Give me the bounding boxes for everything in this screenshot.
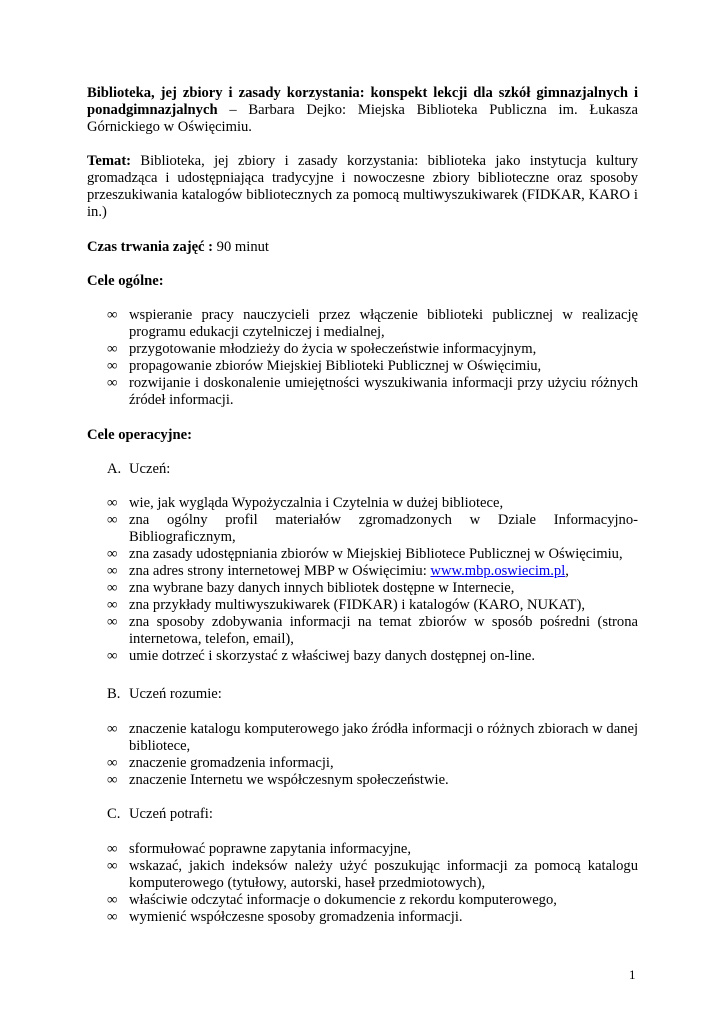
infinity-bullet-icon: ∞ [107, 892, 118, 908]
list-item: ∞ propagowanie zbiorów Miejskiej Biblioteki Publicznej w Oświęcimiu, [107, 358, 542, 374]
infinity-bullet-icon: ∞ [107, 512, 118, 528]
infinity-bullet-icon: ∞ [107, 648, 118, 664]
list-item-website: ∞ zna adres strony internetowej MBP w Oświęcimiu: www.mbp.oswiecim.pl, [107, 563, 569, 579]
infinity-bullet-icon: ∞ [107, 841, 118, 857]
infinity-bullet-icon: ∞ [107, 546, 118, 562]
list-item: ∞ wymienić współczesne sposoby gromadzenia informacji. [107, 909, 463, 925]
page-number: 1 [629, 967, 636, 982]
cele-ogolne-list [107, 307, 638, 409]
cele-operacyjne-heading: Cele operacyjne: [87, 427, 192, 443]
temat-label: Temat: [87, 153, 132, 169]
duration-line [87, 239, 638, 256]
infinity-bullet-icon: ∞ [107, 358, 118, 374]
infinity-bullet-icon: ∞ [107, 375, 118, 391]
list-item: ∞ zna sposoby zdobywania informacji na temat zbiorów w sposób pośredni (strona internetowa, telefon, email), [107, 614, 638, 647]
section-c-title: Uczeń potrafi: [129, 806, 213, 822]
temat-paragraph [87, 153, 638, 221]
infinity-bullet-icon: ∞ [107, 307, 118, 323]
list-item: ∞ znaczenie gromadzenia informacji, [107, 755, 334, 771]
section-c-list [107, 841, 638, 926]
infinity-bullet-icon: ∞ [107, 909, 118, 925]
document-title [87, 85, 638, 136]
list-item: ∞ zna ogólny profil materiałów zgromadzonych w Dziale Informacyjno-Bibliograficznym, [107, 512, 638, 545]
list-item: ∞ zna przykłady multiwyszukiwarek (FIDKAR) i katalogów (KARO, NUKAT), [107, 597, 585, 613]
infinity-bullet-icon: ∞ [107, 495, 118, 511]
list-item: ∞ wspieranie pracy nauczycieli przez włączenie biblioteki publicznej w realizację programu edukacji czytelniczej i medialnej, [107, 307, 638, 340]
section-a-label: A. [107, 461, 122, 477]
infinity-bullet-icon: ∞ [107, 721, 118, 737]
list-item: ∞ zna wybrane bazy danych innych bibliotek dostępne w Internecie, [107, 580, 515, 596]
cele-ogolne-heading: Cele ogólne: [87, 273, 164, 289]
list-item: ∞ umie dotrzeć i skorzystać z właściwej bazy danych dostępnej on-line. [107, 648, 536, 664]
infinity-bullet-icon: ∞ [107, 755, 118, 771]
infinity-bullet-icon: ∞ [107, 563, 118, 579]
infinity-bullet-icon: ∞ [107, 597, 118, 613]
temat-text: Biblioteka, jej zbiory i zasady korzystania: biblioteka jako instytucja kultury gromadząca i udostępniająca tradycyjne i nowoczesne zbiory biblioteczne oraz sposoby przeszukiwania katalogów bibliotecznych za pomocą multiwyszukiwarek (FIDKAR, KARO i in.) [87, 153, 638, 220]
section-c-label: C. [107, 806, 121, 822]
infinity-bullet-icon: ∞ [107, 341, 118, 357]
section-b-list [107, 721, 638, 789]
duration-value: 90 minut [213, 239, 269, 255]
infinity-bullet-icon: ∞ [107, 614, 118, 630]
list-item: ∞ sformułować poprawne zapytania informacyjne, [107, 841, 412, 857]
infinity-bullet-icon: ∞ [107, 858, 118, 874]
section-a-heading [107, 461, 170, 478]
library-website-link[interactable]: www.mbp.oswiecim.pl [430, 563, 566, 579]
section-b-title: Uczeń rozumie: [129, 686, 222, 702]
section-b-label: B. [107, 686, 121, 702]
list-item: ∞ wie, jak wygląda Wypożyczalnia i Czytelnia w dużej bibliotece, [107, 495, 504, 511]
section-c-heading [107, 806, 213, 823]
infinity-bullet-icon: ∞ [107, 772, 118, 788]
list-item: ∞ właściwie odczytać informacje o dokumencie z rekordu komputerowego, [107, 892, 557, 908]
title-bold: Biblioteka, jej zbiory i zasady korzystania: konspekt lekcji dla szkół gimnazjalnych i ponadgimnazjalnych [87, 85, 638, 118]
duration-label: Czas trwania zajęć : [87, 239, 214, 255]
list-item: ∞ zna zasady udostępniania zbiorów w Miejskiej Bibliotece Publicznej w Oświęcimiu, [107, 546, 623, 562]
list-item: ∞ znaczenie katalogu komputerowego jako źródła informacji o różnych zbiorach w danej bibliotece, [107, 721, 638, 754]
section-a-title: Uczeń: [129, 461, 171, 477]
list-item: ∞ rozwijanie i doskonalenie umiejętności wyszukiwania informacji przy użyciu różnych źródeł informacji. [107, 375, 638, 408]
list-item: ∞ wskazać, jakich indeksów należy użyć poszukując informacji za pomocą katalogu komputerowego (tytułowy, autorski, haseł przedmiotowych), [107, 858, 638, 891]
list-item: ∞ przygotowanie młodzieży do życia w społeczeństwie informacyjnym, [107, 341, 537, 357]
infinity-bullet-icon: ∞ [107, 580, 118, 596]
section-b-heading [107, 686, 222, 703]
section-a-list [107, 495, 638, 665]
list-item: ∞ znaczenie Internetu we współczesnym społeczeństwie. [107, 772, 449, 788]
title-rest: – Barbara Dejko: Miejska Biblioteka Publiczna im. Łukasza Górnickiego w Oświęcimiu. [87, 102, 638, 135]
